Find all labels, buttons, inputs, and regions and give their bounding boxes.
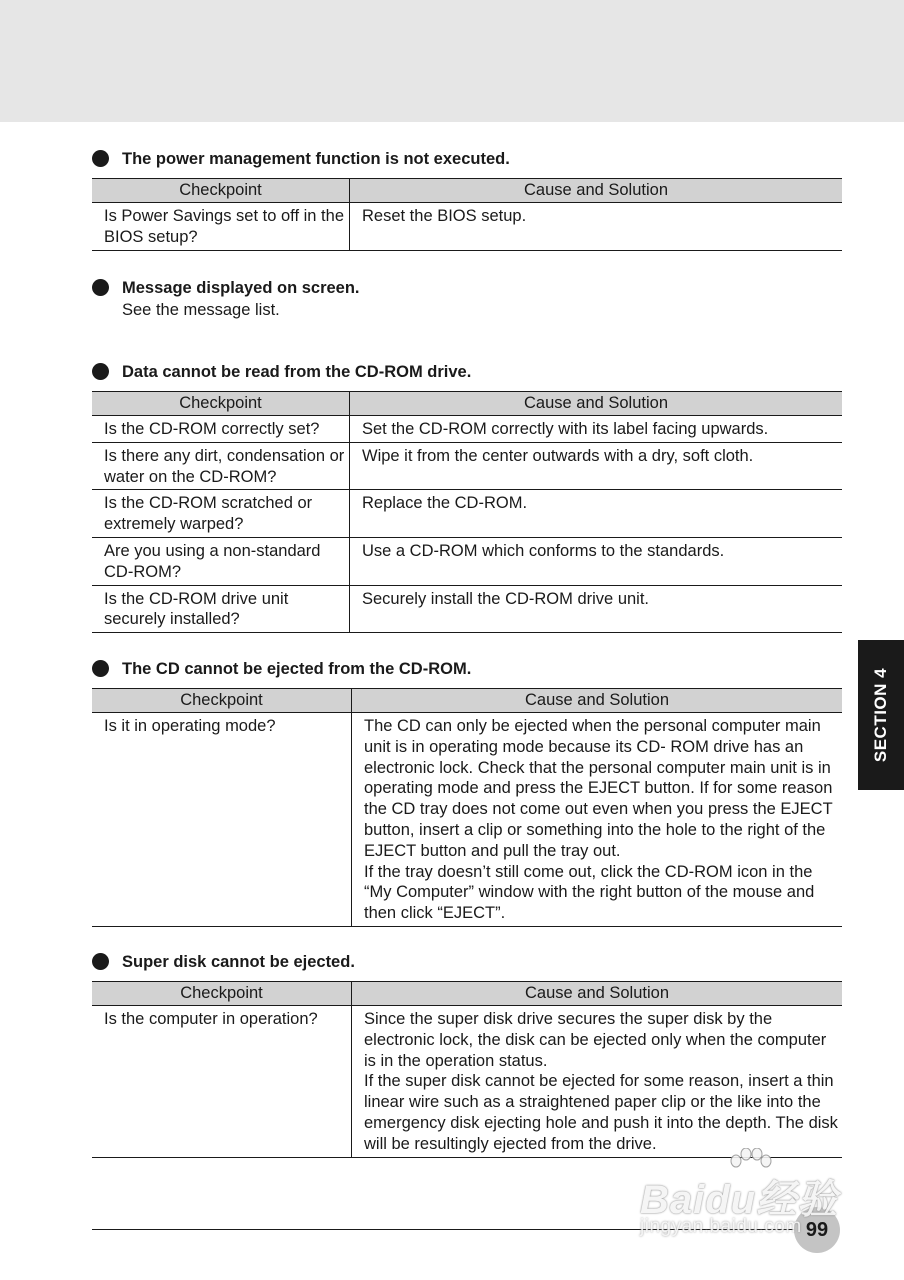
header-checkpoint: Checkpoint bbox=[92, 982, 352, 1006]
bullet-icon bbox=[92, 150, 109, 167]
section-super-disk bbox=[92, 951, 842, 1158]
section-heading bbox=[92, 658, 842, 680]
section-message-displayed bbox=[92, 277, 842, 321]
table-row bbox=[92, 203, 842, 251]
side-tab-label: SECTION 4 bbox=[871, 667, 890, 763]
heading-text: The CD cannot be ejected from the CD-ROM. bbox=[122, 660, 472, 678]
checkpoint-cell: Is the CD-ROM drive unit securely installed? bbox=[92, 585, 350, 633]
section-heading bbox=[92, 361, 842, 383]
checkpoint-cell: Is the computer in operation? bbox=[92, 1006, 352, 1158]
table-header-row bbox=[92, 982, 842, 1006]
header-checkpoint: Checkpoint bbox=[92, 179, 350, 203]
baidu-watermark bbox=[636, 1148, 856, 1248]
table-header-row bbox=[92, 689, 842, 713]
watermark-logo: Baidu经验 bbox=[640, 1178, 839, 1222]
watermark-url: jingyan.baidu.com bbox=[640, 1216, 802, 1237]
section-heading bbox=[92, 148, 842, 170]
header-cause-solution: Cause and Solution bbox=[352, 689, 843, 713]
header-checkpoint: Checkpoint bbox=[92, 689, 352, 713]
troubleshooting-table bbox=[92, 178, 842, 251]
table-row bbox=[92, 442, 842, 490]
section-heading bbox=[92, 951, 842, 973]
bullet-icon bbox=[92, 660, 109, 677]
bullet-icon bbox=[92, 279, 109, 296]
table-row bbox=[92, 713, 842, 927]
heading-text: Message displayed on screen. bbox=[122, 279, 360, 297]
header-checkpoint: Checkpoint bbox=[92, 392, 350, 416]
bullet-icon bbox=[92, 953, 109, 970]
solution-cell: Replace the CD-ROM. bbox=[350, 490, 843, 538]
section-heading bbox=[92, 277, 842, 299]
section-cdrom-read bbox=[92, 361, 842, 633]
troubleshooting-table bbox=[92, 981, 842, 1158]
table-row bbox=[92, 416, 842, 443]
header-cause-solution: Cause and Solution bbox=[350, 179, 843, 203]
section-side-tab bbox=[858, 640, 904, 790]
solution-cell: Set the CD-ROM correctly with its label facing upwards. bbox=[350, 416, 843, 443]
checkpoint-cell: Is it in operating mode? bbox=[92, 713, 352, 927]
solution-cell: Reset the BIOS setup. bbox=[350, 203, 843, 251]
page-number: 99 bbox=[794, 1207, 840, 1253]
heading-text: Data cannot be read from the CD-ROM drive. bbox=[122, 363, 472, 381]
header-cause-solution: Cause and Solution bbox=[350, 392, 843, 416]
top-gray-band bbox=[0, 0, 904, 122]
table-row bbox=[92, 537, 842, 585]
table-row bbox=[92, 490, 842, 538]
troubleshooting-table bbox=[92, 391, 842, 633]
solution-cell: Securely install the CD-ROM drive unit. bbox=[350, 585, 843, 633]
checkpoint-cell: Is the CD-ROM scratched or extremely warped? bbox=[92, 490, 350, 538]
checkpoint-cell: Is there any dirt, condensation or water on the CD-ROM? bbox=[92, 442, 350, 490]
table-header-row bbox=[92, 392, 842, 416]
table-row bbox=[92, 1006, 842, 1158]
solution-cell: Since the super disk drive secures the super disk by the electronic lock, the disk can be ejected only when the computer is in the operation status. If the super disk cannot be ejected for some reason, insert a thin linear wire such as a straightened paper clip or the like into the emergency disk ejecting hole and push it into the depth. The disk will be resultingly ejected from the drive. bbox=[352, 1006, 843, 1158]
section-power-management bbox=[92, 148, 842, 251]
solution-cell: The CD can only be ejected when the personal computer main unit is in operating mode because its CD- ROM drive has an electronic lock. Check that the personal computer main unit is in operating mode and press the EJECT button. If for some reason the CD tray does not come out even when you press the EJECT button, insert a clip or something into the hole to the right of the EJECT button and pull the tray out. If the tray doesn’t still come out, click the CD-ROM icon in the “My Computer” window with the right button of the mouse and then click “EJECT”. bbox=[352, 713, 843, 927]
solution-cell: Wipe it from the center outwards with a dry, soft cloth. bbox=[350, 442, 843, 490]
section-subtext: See the message list. bbox=[122, 301, 280, 319]
checkpoint-cell: Is the CD-ROM correctly set? bbox=[92, 416, 350, 443]
header-cause-solution: Cause and Solution bbox=[352, 982, 843, 1006]
troubleshooting-table bbox=[92, 688, 842, 927]
table-header-row bbox=[92, 179, 842, 203]
bullet-icon bbox=[92, 363, 109, 380]
heading-text: Super disk cannot be ejected. bbox=[122, 953, 355, 971]
heading-text: The power management function is not executed. bbox=[122, 150, 510, 168]
checkpoint-cell: Is Power Savings set to off in the BIOS setup? bbox=[92, 203, 350, 251]
section-cd-eject bbox=[92, 658, 842, 927]
solution-cell: Use a CD-ROM which conforms to the standards. bbox=[350, 537, 843, 585]
table-row bbox=[92, 585, 842, 633]
checkpoint-cell: Are you using a non-standard CD-ROM? bbox=[92, 537, 350, 585]
